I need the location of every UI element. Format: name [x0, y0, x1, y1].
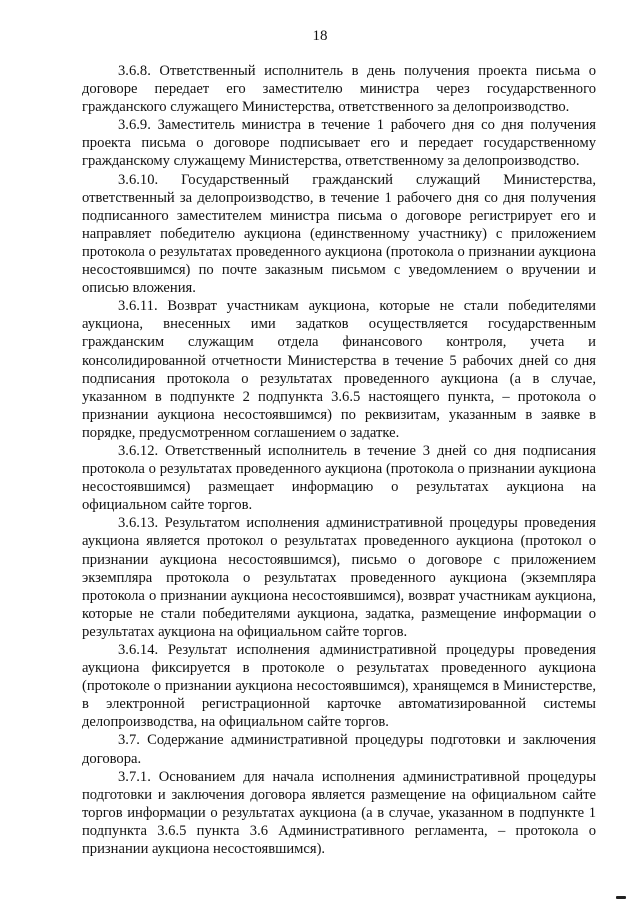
paragraph-3-7: 3.7. Содержание административной процедуры подготовки и заключения договора.: [82, 732, 596, 767]
scan-artifact: [616, 896, 626, 899]
paragraph-3-6-12: 3.6.12. Ответственный исполнитель в течение 3 дней со дня подписания протокола о результатах проведенного аукциона (протокола о признании аукциона несостоявшимся) размещает информацию о результатах аукциона на официальном сайте торгов.: [82, 442, 596, 514]
paragraph-3-6-11: 3.6.11. Возврат участникам аукциона, которые не стали победителями аукциона, внесенных ими задатков осуществляется государственным гражданским служащим отдела финансового контроля, учета и консолидированной отчетности Министерства в течение 5 рабочих дней со дня подписания протокола о результатах проведенного аукциона (а в случае, указанном в подпункте 2 подпункта 3.6.5 настоящего пункта, – протокола о признании аукциона несостоявшимся) по реквизитам, указанным в заявке в порядке, предусмотренном соглашением о задатке.: [82, 298, 596, 441]
document-body: [82, 62, 596, 858]
paragraph-3-7-1: 3.7.1. Основанием для начала исполнения административной процедуры подготовки и заключения договора является размещение на официальном сайте торгов информации о результатах аукциона (а в случае, указанном в подпункте 1 подпункта 3.6.5 пункта 3.6 Административного регламента, – протокола о признании аукциона несостоявшимся).: [82, 768, 596, 858]
paragraph-3-6-10: 3.6.10. Государственный гражданский служащий Министерства, ответственный за делопроизводство, в течение 1 рабочего дня со дня получения подписанного заместителем министра письма о договоре регистрирует его и направляет победителю аукциона (единственному участнику) с приложением протокола о результатах проведенного аукциона (протокола о признании аукциона несостоявшимся) по почте заказным письмом с уведомлением о вручении и описью вложения.: [82, 171, 596, 297]
paragraph-3-6-13: 3.6.13. Результатом исполнения административной процедуры проведения аукциона является протокол о результатах проведенного аукциона (протокол о признании аукциона несостоявшимся), письмо о договоре с приложением экземпляра протокола о результатах проведенного аукциона (экземпляра протокола о признании аукциона несостоявшимся), возврат участникам аукциона, которые не стали победителями аукциона, задатка, размещение информации о результатах аукциона на официальном сайте торгов.: [82, 515, 596, 640]
paragraph-3-6-9: 3.6.9. Заместитель министра в течение 1 рабочего дня со дня получения проекта письма о договоре подписывает его и передает государственному гражданскому служащему Министерства, ответственному за делопроизводство.: [82, 117, 596, 170]
paragraph-3-6-8: 3.6.8. Ответственный исполнитель в день получения проекта письма о договоре передает его заместителю министра через государственного гражданского служащего Министерства, ответственного за делопроизводство.: [82, 63, 596, 116]
page-number: 18: [312, 28, 328, 44]
paragraph-3-6-14: 3.6.14. Результат исполнения административной процедуры проведения аукциона фиксируется в протоколе о результатах проведенного аукциона (протоколе о признании аукциона несостоявшимся), хранящемся в Министерстве, в электронной регистрационной карточке автоматизированной системы делопроизводства, на официальном сайте торгов.: [82, 642, 596, 731]
